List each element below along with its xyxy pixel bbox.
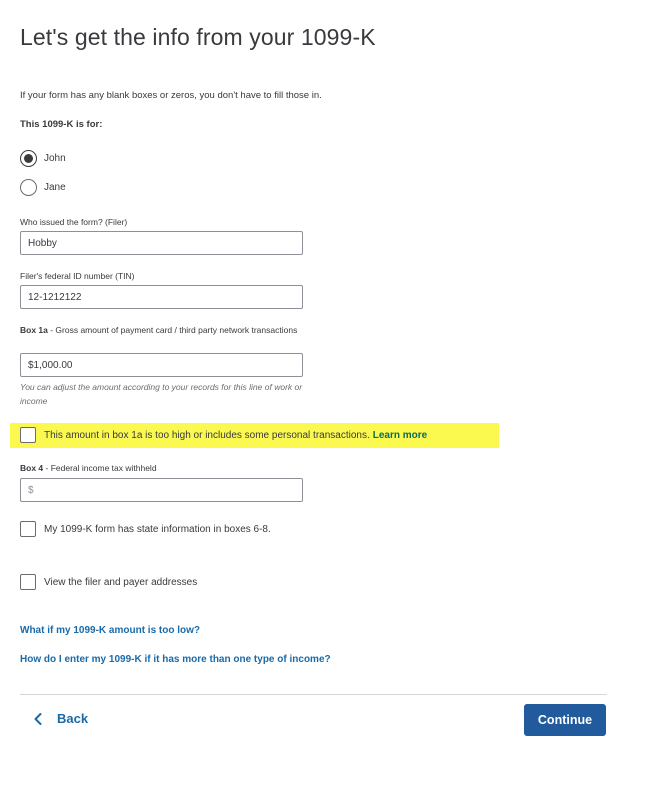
page-title: Let's get the info from your 1099-K xyxy=(20,24,376,50)
state-info-label: My 1099-K form has state information in boxes 6-8. xyxy=(44,523,271,535)
box1a-hint: You can adjust the amount according to your records for this line of work or income xyxy=(20,382,303,406)
too-high-text: This amount in box 1a is too high or includes some personal transactions. xyxy=(44,429,370,441)
too-high-checkbox[interactable] xyxy=(20,427,36,443)
chevron-left-icon xyxy=(33,712,43,726)
too-low-link[interactable]: What if my 1099-K amount is too low? xyxy=(20,625,201,636)
footer-divider xyxy=(20,694,607,695)
radio-jane[interactable] xyxy=(20,179,66,196)
too-high-checkbox-row[interactable] xyxy=(20,427,427,443)
box1a-label xyxy=(20,323,310,337)
filer-label: Who issued the form? (Filer) xyxy=(20,217,128,227)
box1a-label-rest: - Gross amount of payment card / third party network transactions xyxy=(47,325,298,335)
continue-button[interactable]: Continue xyxy=(524,704,606,736)
state-info-checkbox[interactable] xyxy=(20,521,36,537)
back-label: Back xyxy=(57,711,89,726)
radio-unselected-icon[interactable] xyxy=(20,179,37,196)
radio-john-label: John xyxy=(44,153,66,164)
addresses-checkbox-row[interactable] xyxy=(20,574,197,590)
learn-more-link[interactable]: Learn more xyxy=(372,429,428,441)
box4-label xyxy=(20,461,157,475)
addresses-checkbox[interactable] xyxy=(20,574,36,590)
radio-jane-label: Jane xyxy=(44,182,66,193)
filer-input[interactable] xyxy=(20,231,303,255)
multiple-income-link[interactable]: How do I enter my 1099-K if it has more than one type of income? xyxy=(20,654,331,665)
tin-label: Filer's federal ID number (TIN) xyxy=(20,271,135,281)
addresses-label: View the filer and payer addresses xyxy=(44,576,198,588)
too-high-label xyxy=(44,430,427,441)
tin-input[interactable] xyxy=(20,285,303,309)
intro-text: If your form has any blank boxes or zeros, you don't have to fill those in. xyxy=(20,90,322,101)
radio-selected-icon[interactable] xyxy=(20,150,37,167)
back-button[interactable] xyxy=(33,711,88,726)
recipient-label: This 1099-K is for: xyxy=(20,119,103,130)
state-info-checkbox-row[interactable] xyxy=(20,521,271,537)
radio-john[interactable] xyxy=(20,150,66,167)
box1a-label-bold: Box 1a xyxy=(20,325,48,335)
box4-input[interactable] xyxy=(20,478,303,502)
box1a-input[interactable] xyxy=(20,353,303,377)
box4-label-bold: Box 4 xyxy=(20,463,44,473)
box4-label-rest: - Federal income tax withheld xyxy=(43,463,157,473)
